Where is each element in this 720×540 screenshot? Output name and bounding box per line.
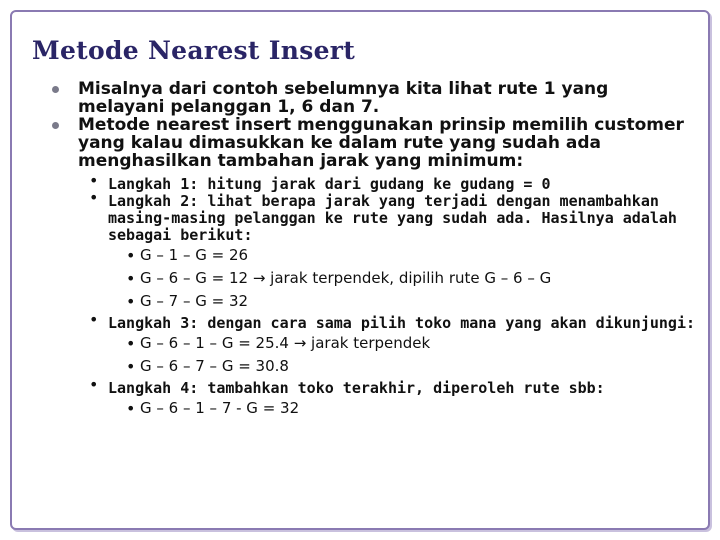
step-bullet-icon: • xyxy=(89,310,99,329)
step-text: Langkah 2: lihat berapa jarak yang terjadi dengan menambahkan masing-masing pelanggan ke rute yang sudah ada. Hasilnya adalah sebagai berikut: xyxy=(108,192,677,244)
bullet-item xyxy=(40,116,700,170)
result-bullet-icon: • xyxy=(126,246,136,265)
step-item xyxy=(40,188,700,244)
result-bullet-icon: • xyxy=(126,357,136,376)
result-bullet-icon: • xyxy=(126,399,136,418)
step-text: Langkah 1: hitung jarak dari gudang ke gudang = 0 xyxy=(108,175,551,193)
bullet-dot-icon xyxy=(52,86,59,93)
bullet-dot-icon xyxy=(52,122,59,129)
result-bullet-icon: • xyxy=(126,292,136,311)
result-text: G – 6 – 7 – G = 30.8 xyxy=(140,357,289,375)
step-item xyxy=(40,375,700,397)
result-text: G – 6 – 1 – G = 25.4 → jarak terpendek xyxy=(140,334,431,352)
bullet-text: Metode nearest insert menggunakan prinsip memilih customer yang kalau dimasukkan ke dalam rute yang sudah ada menghasilkan tambahan jarak yang minimum: xyxy=(78,115,684,171)
result-bullet-icon: • xyxy=(126,334,136,353)
result-text: G – 1 – G = 26 xyxy=(140,246,249,264)
result-item xyxy=(40,397,700,420)
result-text: G – 6 – 1 – 7 - G = 32 xyxy=(140,399,300,417)
step-bullet-icon: • xyxy=(89,171,99,190)
step-bullet-icon: • xyxy=(89,188,99,207)
slide-body xyxy=(40,80,700,420)
result-text: G – 7 – G = 32 xyxy=(140,292,249,310)
step-text: Langkah 4: tambahkan toko terakhir, diperoleh rute sbb: xyxy=(108,379,605,397)
result-text: G – 6 – G = 12 → jarak terpendek, dipilih rute G – 6 – G xyxy=(140,269,552,287)
result-item xyxy=(40,244,700,267)
result-bullet-icon: • xyxy=(126,269,136,288)
bullet-item xyxy=(40,80,700,116)
step-item xyxy=(40,310,700,332)
result-item xyxy=(40,355,700,378)
result-item xyxy=(40,332,700,355)
step-item xyxy=(40,171,700,193)
step-text: Langkah 3: dengan cara sama pilih toko mana yang akan dikunjungi: xyxy=(108,314,695,332)
slide-title: Metode Nearest Insert xyxy=(32,36,356,65)
bullet-text: Misalnya dari contoh sebelumnya kita lihat rute 1 yang melayani pelanggan 1, 6 dan 7. xyxy=(78,79,609,117)
result-item xyxy=(40,290,700,313)
result-item xyxy=(40,267,700,290)
step-bullet-icon: • xyxy=(89,375,99,394)
